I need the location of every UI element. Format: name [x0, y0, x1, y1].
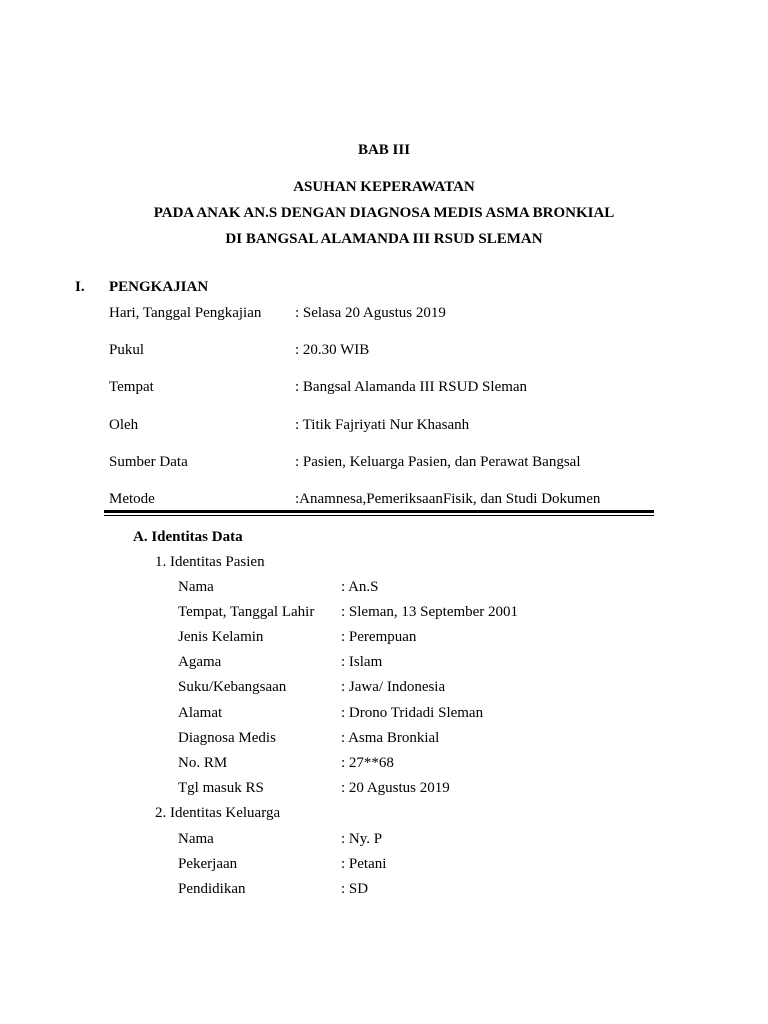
patient-value: : Drono Tridadi Sleman	[341, 705, 484, 721]
title-line-1: ASUHAN KEPERAWATAN	[293, 179, 475, 195]
patient-value: : Asma Bronkial	[341, 730, 440, 746]
info-value: : Bangsal Alamanda III RSUD Sleman	[295, 379, 528, 395]
patient-value: : Islam	[341, 654, 383, 670]
patient-label: Nama	[178, 579, 214, 595]
info-value: : 20.30 WIB	[295, 342, 370, 358]
patient-value: : An.S	[341, 579, 379, 595]
patient-label: Alamat	[178, 705, 223, 721]
info-label: Oleh	[109, 417, 139, 433]
family-label: Pekerjaan	[178, 856, 238, 872]
info-label: Sumber Data	[109, 454, 188, 470]
patient-value: : 20 Agustus 2019	[341, 780, 450, 796]
family-value: : Petani	[341, 856, 387, 872]
patient-label: No. RM	[178, 755, 228, 771]
family-value: : Ny. P	[341, 831, 383, 847]
family-identity-heading: 2. Identitas Keluarga	[155, 805, 281, 821]
chapter-heading: BAB III	[357, 142, 411, 158]
info-label: Hari, Tanggal Pengkajian	[109, 305, 262, 321]
title-line-3: DI BANGSAL ALAMANDA III RSUD SLEMAN	[225, 231, 543, 247]
patient-value: : Jawa/ Indonesia	[341, 679, 446, 695]
family-label: Pendidikan	[178, 881, 246, 897]
patient-label: Diagnosa Medis	[178, 730, 276, 746]
patient-identity-heading: 1. Identitas Pasien	[155, 554, 265, 570]
patient-value: : 27**68	[341, 755, 394, 771]
family-value: : SD	[341, 881, 369, 897]
section-number: I.	[75, 279, 85, 295]
divider-thick	[104, 510, 654, 513]
info-label: Pukul	[109, 342, 145, 358]
patient-label: Agama	[178, 654, 222, 670]
patient-value: : Perempuan	[341, 629, 417, 645]
patient-label: Tempat, Tanggal Lahir	[178, 604, 315, 620]
info-value: :Anamnesa,PemeriksaanFisik, dan Studi Dokumen	[295, 491, 601, 507]
patient-value: : Sleman, 13 September 2001	[341, 604, 519, 620]
divider-thin	[104, 515, 654, 516]
info-label: Tempat	[109, 379, 154, 395]
info-value: : Pasien, Keluarga Pasien, dan Perawat Bangsal	[295, 454, 581, 470]
patient-label: Suku/Kebangsaan	[178, 679, 287, 695]
info-value: : Titik Fajriyati Nur Khasanh	[295, 417, 470, 433]
family-label: Nama	[178, 831, 214, 847]
identity-section-heading: A. Identitas Data	[133, 529, 243, 545]
info-value: : Selasa 20 Agustus 2019	[295, 305, 446, 321]
info-label: Metode	[109, 491, 155, 507]
patient-label: Jenis Kelamin	[178, 629, 264, 645]
title-line-2: PADA ANAK AN.S DENGAN DIAGNOSA MEDIS ASMA BRONKIAL	[153, 205, 615, 221]
section-heading: PENGKAJIAN	[109, 279, 209, 295]
patient-label: Tgl masuk RS	[178, 780, 264, 796]
